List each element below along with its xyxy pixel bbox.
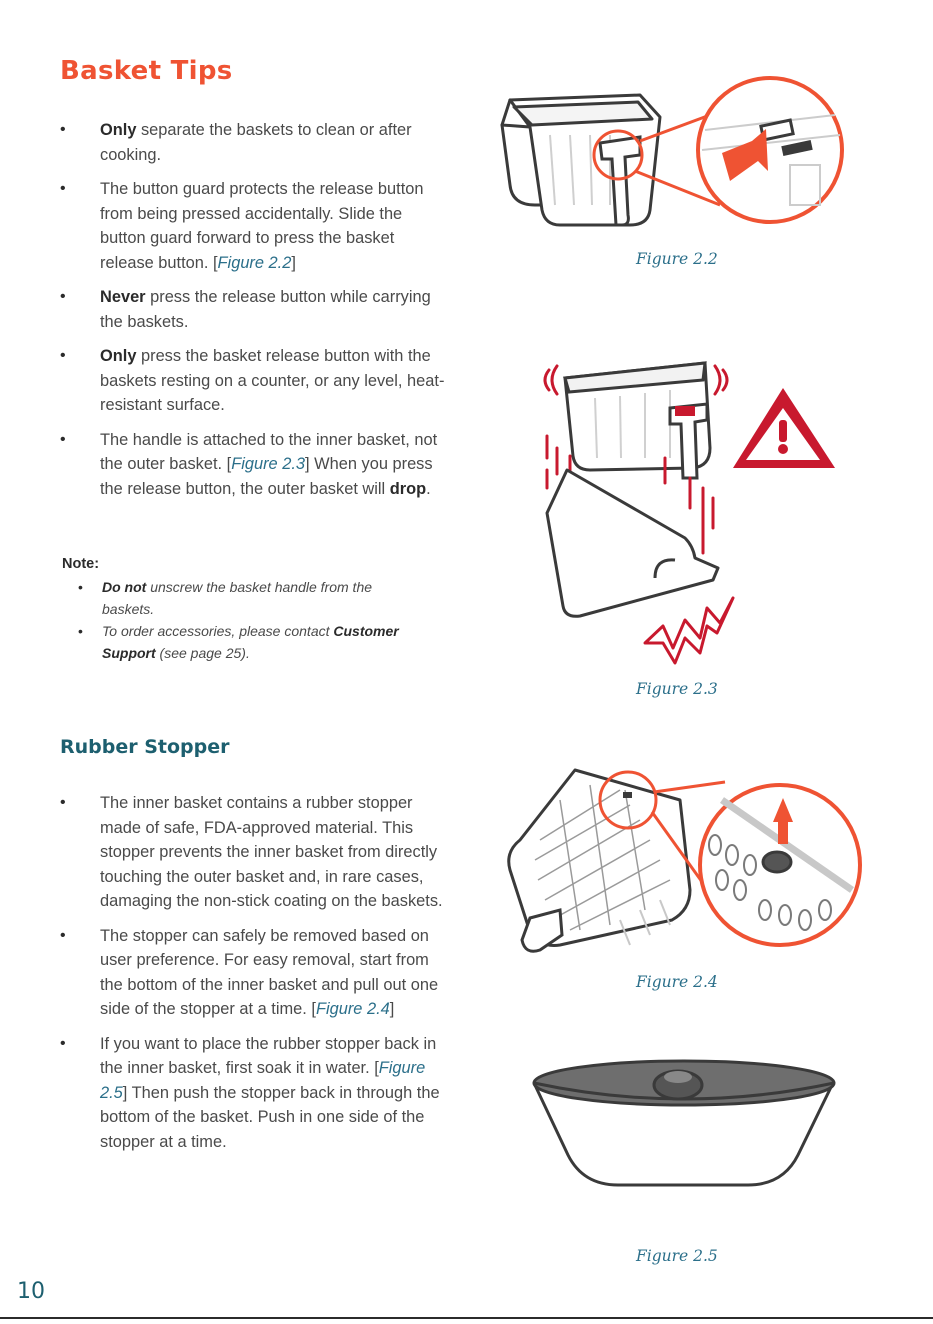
note-list bbox=[102, 576, 412, 664]
figure-2-5-illustration bbox=[528, 1055, 840, 1190]
note-title: Note: bbox=[62, 556, 100, 572]
list-item: • The button guard protects the release button from being pressed accidentally. Slide the button guard forward to press the basket release button. [Figure 2.2] bbox=[100, 177, 445, 275]
figure-2-4-illustration bbox=[500, 760, 880, 965]
figure-2-3-illustration bbox=[535, 348, 845, 668]
figure-reference-link[interactable]: Figure 2.3 bbox=[231, 455, 306, 473]
list-item: • If you want to place the rubber stopper back in the inner basket, first soak it in water. [Figure 2.5] Then push the stopper back in through the bottom of the basket. Push in one side of the stopper at a time. bbox=[100, 1032, 445, 1155]
basket-tips-list bbox=[100, 118, 445, 511]
bottom-divider bbox=[0, 1317, 933, 1319]
list-item: • The inner basket contains a rubber stopper made of safe, FDA-approved material. This stopper prevents the inner basket from directly touching the outer basket and, in rare cases, damaging the non-stick coating on the baskets. bbox=[100, 791, 445, 914]
figure-2-2-illustration bbox=[490, 55, 910, 245]
list-item: • Do not unscrew the basket handle from the baskets. bbox=[102, 576, 412, 620]
figure-reference-link[interactable]: Figure 2.5 bbox=[100, 1059, 426, 1102]
page-number: 10 bbox=[17, 1279, 45, 1304]
figure-caption: Figure 2.5 bbox=[636, 1247, 718, 1265]
section-title-basket-tips: Basket Tips bbox=[60, 56, 233, 86]
list-item: • Only press the basket release button with the baskets resting on a counter, or any level, heat-resistant surface. bbox=[100, 344, 445, 418]
figure-reference-link[interactable]: Figure 2.2 bbox=[217, 253, 292, 272]
section-title-rubber-stopper: Rubber Stopper bbox=[60, 736, 230, 758]
figure-caption: Figure 2.4 bbox=[636, 973, 718, 991]
list-item: • Never press the release button while carrying the baskets. bbox=[100, 285, 445, 334]
figure-caption: Figure 2.3 bbox=[636, 680, 718, 698]
list-item: • The stopper can safely be removed based on user preference. For easy removal, start from the bottom of the inner basket and pull out one side of the stopper at a time. [Figure 2.4] bbox=[100, 924, 445, 1022]
list-item: • Only separate the baskets to clean or after cooking. bbox=[100, 118, 445, 167]
list-item: • The handle is attached to the inner basket, not the outer basket. [Figure 2.3] When you press the release button, the outer basket will drop. bbox=[100, 428, 445, 502]
list-item: • To order accessories, please contact Customer Support (see page 25). bbox=[102, 620, 412, 664]
figure-reference-link[interactable]: Figure 2.4 bbox=[315, 1000, 390, 1018]
figure-caption: Figure 2.2 bbox=[636, 250, 718, 268]
rubber-stopper-list bbox=[100, 791, 445, 1164]
